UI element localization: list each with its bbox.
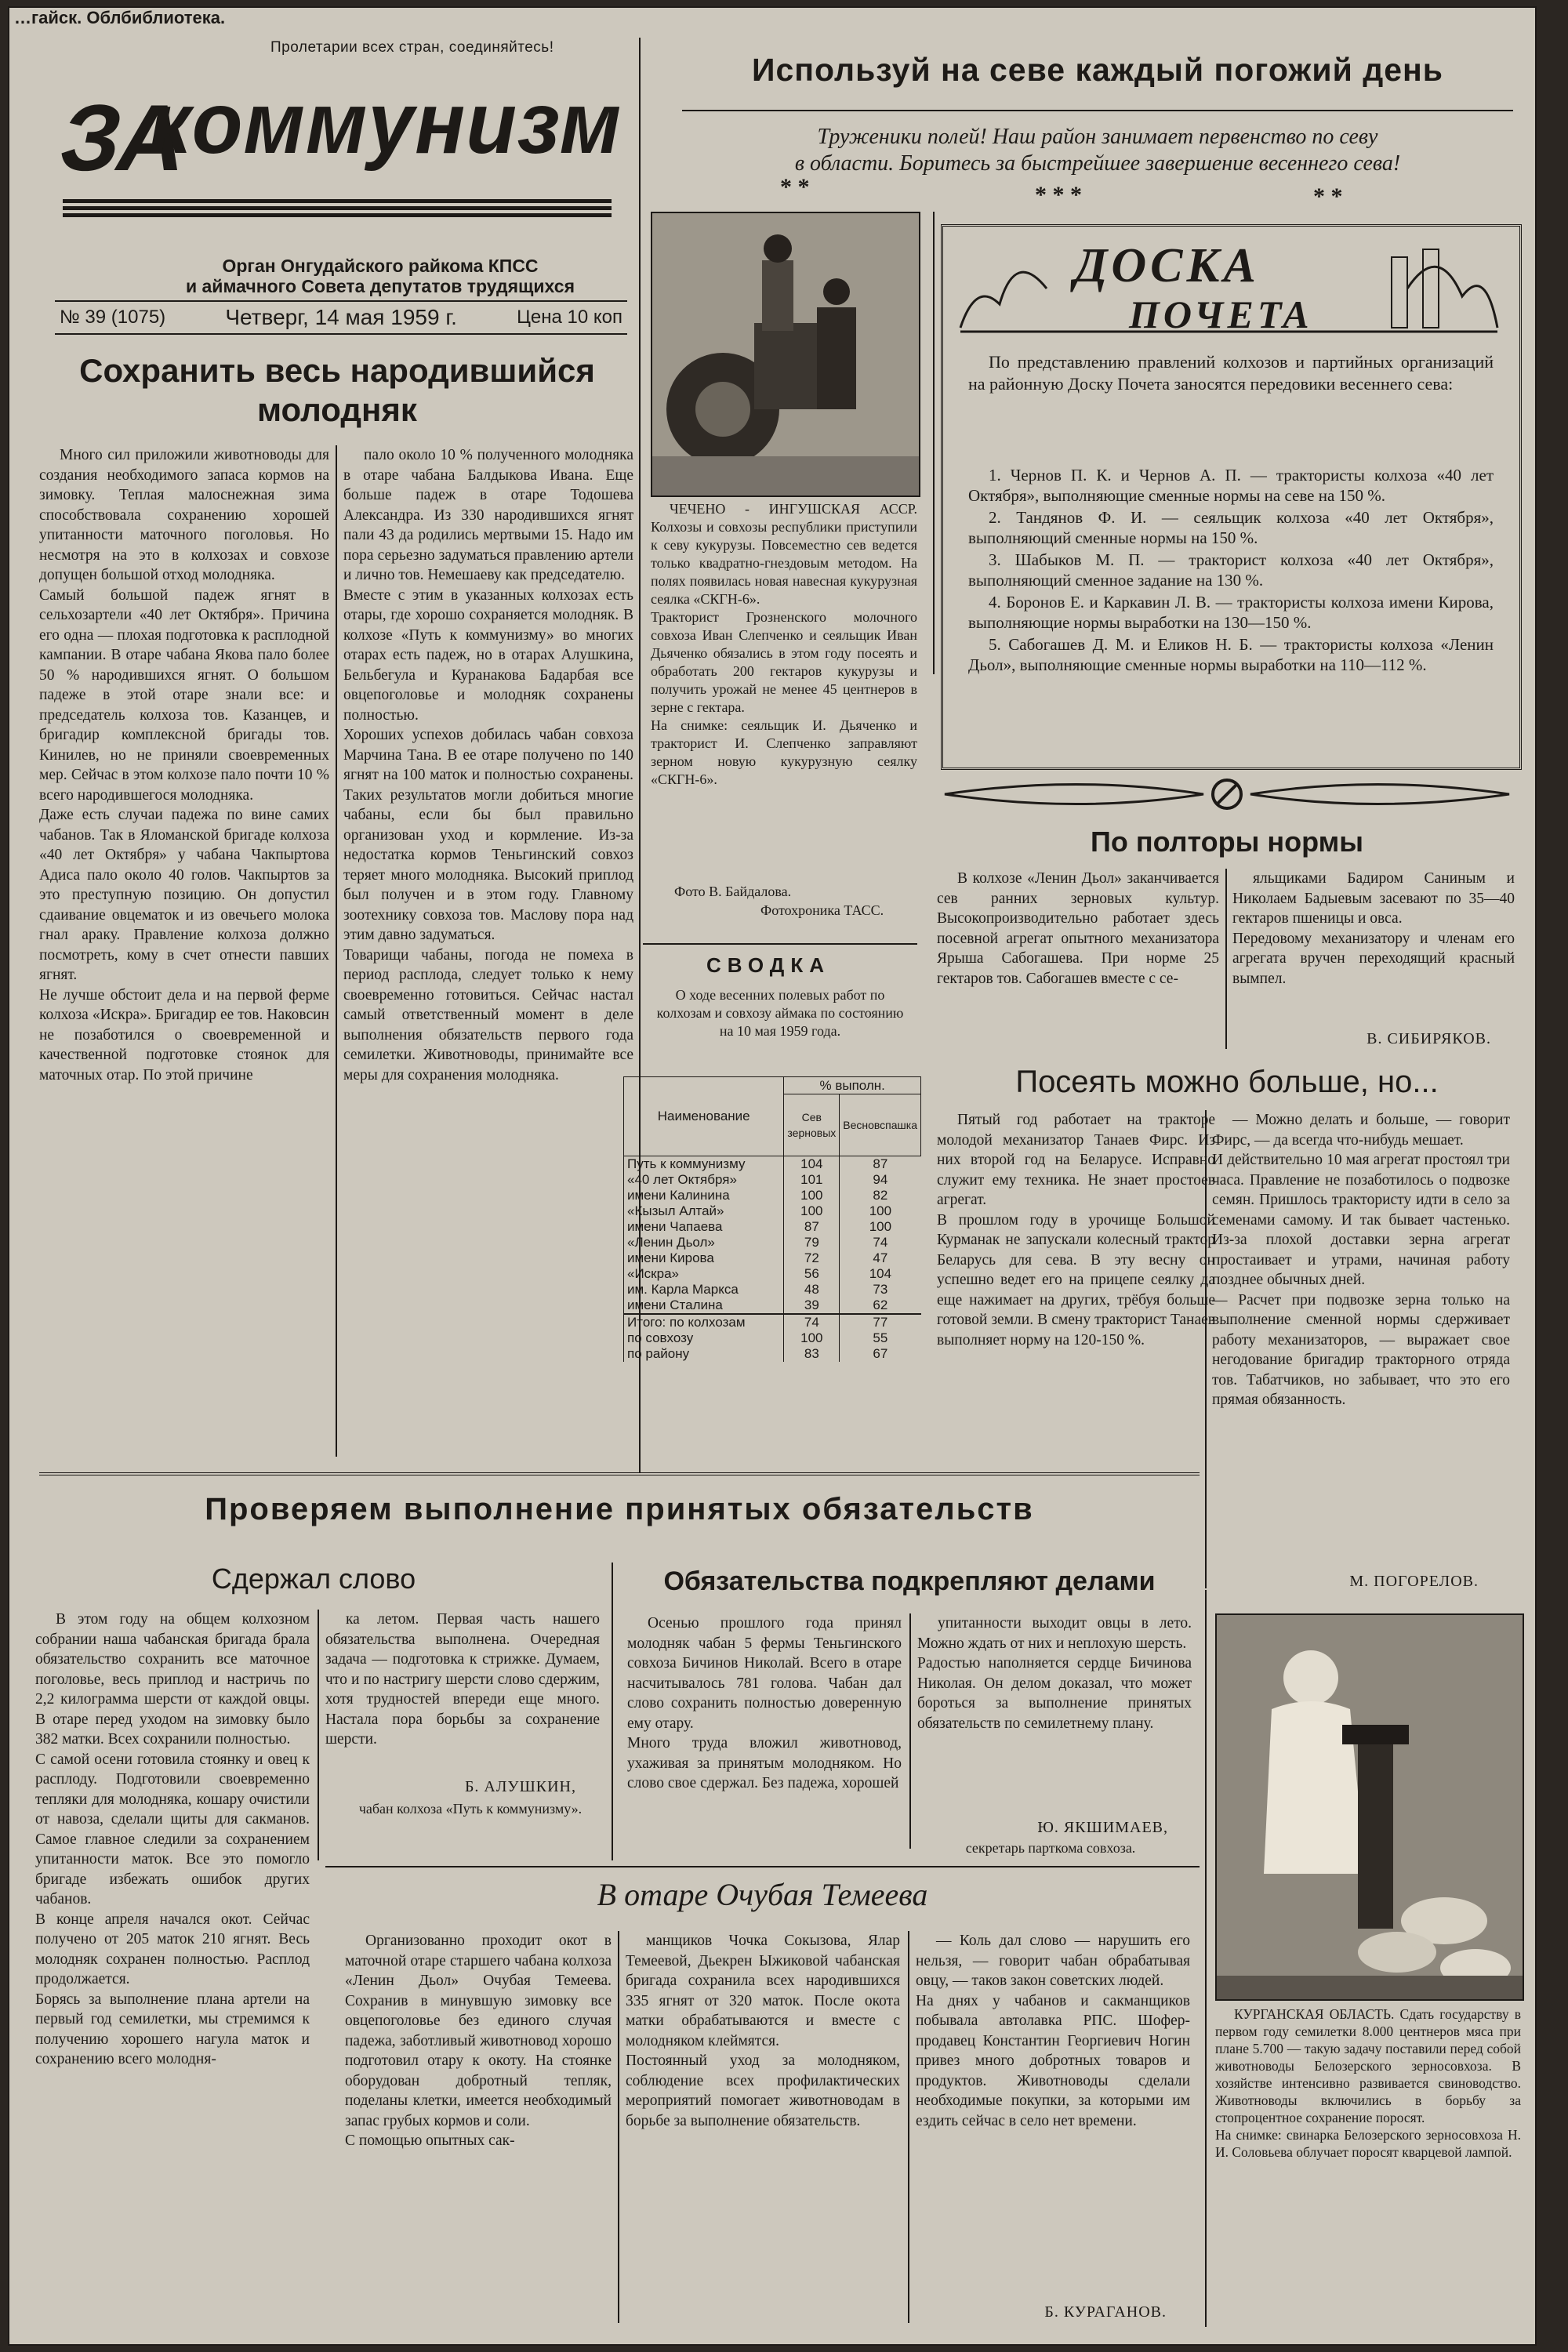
table-row (624, 1172, 921, 1188)
section-rule (39, 1472, 1200, 1475)
signature-role: чабан колхоза «Путь к коммунизму». (358, 1801, 583, 1817)
headline-rule (682, 110, 1513, 111)
article-column: В этом году на общем колхозном собрании наша чабанская бригада брала обязательство сохранить все маточное поголовье, весь приплод и настричь по 2,2 килограмма шерсти от каждой овцы. В отаре перед уходом на зимовку было 382 матки. Всех сохранили полностью. С самой осени готовила стоянку и овец к расплоду. Подготовили своевременно тепляки для молодняка, кошару очистили от навоза, сделали щиты для сакманов. Самое главное следили за сохранением упитанности маток. Все это помогло бригаде избежать ошибок других чабанов. В конце апреля начался окот. Сейчас получено от 205 маток 210 ягнят. Весь молодняк сохранен полностью. Расплод продолжается. Борясь за выполнение плана артели на первый год семилетки, мы стремимся к получению хорошего нагула маток и сохранению всего молодня- (35, 1611, 310, 2067)
article-column: В колхозе «Ленин Дьол» заканчивается сев ранних зерновых культур. Высокопроизводительно работает здесь посевной агрегат опытного механизатора Ярыша Сабогашева. При норме 25 гектаров тов. Сабогашев вместе с се- (937, 870, 1219, 987)
article-column: Много сил приложили животноводы для создания необходимого запаса кормов на зимовку. Теплая малоснежная зима способствовала сохранению хорошей упитанности маточного поголовья. Но несмотря на это в колхозах и совхозе допущен большой отход молодняка. Самый большой падеж ягнят в сельхозартели «40 лет Октября». Причина его одна — плохая подготовка к расплодной кампании. В отаре чабана Якова пало более 50 % народившихся ягнят. О большом падеже в этой отаре знали все: и председатель колхоза тов. Казанцев, и бригадир комплексной бригады тов. Кинилев, но не приняли своевременных мер. Сейчас в этом колхозе пало почти 10 % всего народившегося молодняка. Даже есть случаи падежа по вине самих чабанов. Так в Яломанской бригаде колхоза «40 лет Октября» у чабана Чакпыртова Адиса пало около 40 голов. Чакпыртов за это преступную позицию. Он допустил сдаивание овцематок и из овечьего молока гнал араку. Правление колхоза должно посмотреть, кому в счет отнести павших ягнят. Не лучше обстоит дела и на первой ферме колхоза «Искра». Бригадир ее тов. Наковсин не позаботился о своевременной и качественной подготовке стоянок для маточных отар. По этой причине (39, 447, 329, 1083)
table-row (624, 1298, 921, 1314)
table-row (624, 1156, 921, 1173)
article-column: — Коль дал слово — нарушить его нельзя, — говорит чабан обрабатывая овцу, — таков закон советских людей. На днях у чабанов и сакманщиков побывала автолавка РПС. Шофер-продавец Константин Георгиевич Ногин привез много добротных товаров и продуктов. Животноводы сделали необходимые покупки, за которыми им ездить сейчас в село нет времени. (916, 1933, 1190, 2129)
article-column: пало около 10 % полученного молодняка в отаре чабана Балдыкова Ивана. Еще больше падеж в отаре Тодошева Александра. Из 330 народившихся ягнят пали 43 да родились мертвыми 15. Надо им пора серьезно задуматься правлению артели и лично тов. Немешаеву как председателю. Вместе с этим в указанных колхозах есть отары, где хорошо сохраняется молодняк. В колхозе «Путь к коммунизму» во многих отарах есть падеж, но в отарах Алушкина, Бельбегула и Куранакова Бадарбая все овцепоголовье и молодняк сохранены полностью. Хороших успехов добилась чабан совхоза Марчина Тана. В ее отаре получено по 140 ягнят на 100 маток и полностью сохранены. Таких результатов могли добиться многие чабаны, если бы был правильно организован уход и кормление. Из-за недостатка кормов Теньгинский совхоз теряет много молодняка. Высокий приплод был получен и в этом году. Главному зоотехнику совхоза тов. Маслову пора над этим давно задуматься. Товарищи чабаны, погода не помеха в период расплода, следует только к нему своевременно готовиться. Сейчас настал самый ответственный момент в деле выполнения обязательств первого года семилетки. Животноводы, принимайте все меры для сохранения молодняка. (343, 447, 633, 1083)
tractor-photo-illustration (652, 213, 919, 495)
svodka-cell-name: «Кызыл Алтай» (624, 1203, 784, 1219)
svodka-cell-sev: 83 (784, 1346, 840, 1362)
svodka-cell-vesnovspashka: 100 (840, 1203, 921, 1219)
photo-caption: ЧЕЧЕНО - ИНГУШСКАЯ АССР. Колхозы и совхозы республики приступили к севу кукурузы. Повсеместно сев ведется только квадратно-гнездовым методом. На полях появилась новая навесная кукурузная сеялка «СКГН-6». Тракторист Грозненского молочного совхоза Иван Слепченко и сеяльщик Иван Дьяченко обязались в этом году посеять и обработать 200 гектаров кукурузы и получить урожай не менее 45 центнеров в зерне с гектара. На снимке: сеяльщик И. Дьяченко и тракторист И. Слепченко заправляют зерном новую кукурузную сеялку «СКГН-6». (651, 501, 917, 787)
svodka-cell-name: имени Кирова (624, 1250, 784, 1266)
article-title: Сдержал слово (211, 1563, 416, 1595)
article-column: Организованно проходит окот в маточной отаре старшего чабана колхоза «Ленин Дьол» Очубая Темеева. Сохранив в минувшую зимовку все овцепоголовье без единого случая падежа, заботливый животновод хорошо подготовил отару к окоту. На стоянке оборудован добротный тепляк, поделаны клетки, имеется необходимый запас грубых кормов и соли. С помощью опытных сак- (345, 1933, 612, 2149)
svodka-cell-sev: 104 (784, 1156, 840, 1173)
svodka-cell-name: имени Калинина (624, 1188, 784, 1203)
issue-price: Цена 10 коп (517, 307, 622, 328)
issue-number: № 39 (1075) (60, 307, 166, 328)
svodka-cell-vesnovspashka: 67 (840, 1346, 921, 1362)
column-rule (1205, 1590, 1207, 2327)
table-row (624, 1235, 921, 1250)
column-rule (612, 1563, 613, 1860)
svodka-cell-sev: 48 (784, 1282, 840, 1298)
honor-title: ДОСКА ПОЧЕТА (1074, 239, 1313, 336)
slogan: Пролетарии всех стран, соединяйтесь! (270, 39, 554, 56)
tractor-photo (651, 212, 920, 497)
organ-line: Орган Онгудайского райкома КПСС и аймачного Совета депутатов трудящихся (185, 256, 575, 296)
svodka-cell-vesnovspashka: 100 (840, 1219, 921, 1235)
honor-list-item: 2. Тандянов Ф. И. — сеяльщик колхоза «40 лет Октября», выполняющий сменные нормы на 150 %. (968, 508, 1494, 547)
table-row (624, 1266, 921, 1282)
svodka-cell-name: Путь к коммунизму (624, 1156, 784, 1173)
article-title: Обязательства подкрепляют делами (663, 1566, 1156, 1596)
svodka-cell-name: «Ленин Дьол» (624, 1235, 784, 1250)
signature: Б. АЛУШКИН, (464, 1778, 576, 1795)
table-row (624, 1282, 921, 1298)
column-rule (618, 1931, 619, 2323)
svodka-header-pct: % выполн. (784, 1077, 921, 1094)
svodka-cell-name: по совхозу (624, 1330, 784, 1346)
section-title: Проверяем выполнение принятых обязательств (205, 1492, 1034, 1526)
article-title: По полторы нормы (1090, 826, 1364, 858)
column-rule (318, 1610, 319, 1860)
svodka-body (624, 1156, 921, 1315)
library-stamp: …гайск. Облбиблиотека. (14, 8, 226, 27)
svodka-header-name: Наименование (624, 1077, 784, 1156)
masthead-prefix: ЗА (51, 85, 195, 191)
honor-list-item: 4. Боронов Е. и Каркавин Л. В. — трактористы колхоза имени Кирова, выполняющие нормы выработки на 130—150 %. (968, 593, 1494, 632)
svodka-cell-name: «40 лет Октября» (624, 1172, 784, 1188)
photo-credit-agency: Фотохроника ТАСС. (760, 902, 884, 918)
signature: М. ПОГОРЕЛОВ. (1349, 1573, 1479, 1590)
table-row-total (624, 1314, 921, 1330)
column-rule (909, 1613, 911, 1849)
article-column: ка летом. Первая часть нашего обязательства выполнена. Очередная задача — подготовка к стрижке. Думаем, что и по настригу шерсти слово сдержим, хотя трудностей впереди еще много. Настала пора борьбы за сохранение шерсти. (325, 1611, 600, 1748)
svodka-cell-vesnovspashka: 47 (840, 1250, 921, 1266)
svodka-cell-vesnovspashka: 104 (840, 1266, 921, 1282)
svodka-cell-vesnovspashka: 87 (840, 1156, 921, 1173)
column-rule (1225, 869, 1227, 1049)
svodka-cell-sev: 72 (784, 1250, 840, 1266)
svodka-title: СВОДКА (706, 953, 830, 977)
article-column: упитанности выходит овцы в лето. Можно ждать от них и неплохую шерсть. Радостью наполняется сердце Бичинова Николая. Он делом доказал, что может бороться за выполнение принятых обязательств по семилетнему плану. (917, 1615, 1192, 1732)
svodka-cell-name: «Искра» (624, 1266, 784, 1282)
honor-list-item: 3. Шабыков М. П. — тракторист колхоза «40 лет Октября», выполняющий сменное задание на 130 %. (968, 550, 1494, 590)
column-rule (1205, 1110, 1207, 1588)
svodka-table-wrap (623, 1076, 921, 1362)
svodka-cell-name: имени Чапаева (624, 1219, 784, 1235)
issue-line (55, 300, 627, 335)
article-column: — Можно делать и больше, — говорит Фирс, — да всегда что-нибудь мешает. И действительно 10 мая агрегат простоял три часа. Правление не позаботилось о подвозке семян. Пришлось трактористу идти в село за семенами самому. И так бывает частенько. Из-за плохой доставки зерна агрегат простаивает и утрами, начиная работу позднее обычных дней. — Расчет при подвозке зерна только на выполнение сменной нормы сдерживает работу механизаторов, — выражает свое негодование бригадир тракторного отряда тов. Табатчиков, но забывает, что это его прямая обязанность. (1212, 1112, 1510, 1408)
honor-list-item: 5. Сабогашев Д. М. и Еликов Н. Б. — трактористы колхоза «Ленин Дьол», выполняющие сменные нормы выработки на 110—112 %. (968, 635, 1494, 674)
signature: В. СИБИРЯКОВ. (1367, 1030, 1491, 1047)
article-column: яльщиками Бадиром Саниным и Николаем Бадыевым засевают по 35—40 гектаров пшеницы и овса. Передовому механизатору и членам его агрегата вручен переходящий красный вымпел. (1232, 870, 1515, 987)
masthead-bars (63, 199, 612, 218)
svodka-cell-sev: 56 (784, 1266, 840, 1282)
stars-right: * * (1313, 183, 1343, 209)
pig-farm-photo (1215, 1613, 1524, 2001)
stars-left: * * (780, 174, 810, 200)
article-column: Пятый год работает на тракторе молодой механизатор Танаев Фирс. Из них второй год на Беларусе. Исправно служит ему техника. Не знает простоев агрегат. В прошлом году в урочище Большой Курманак не запускали колесный трактор Беларусь для сева. В эту весну он успешно ведет его на прицепе сеялку да еще нажимает на других, трёбуя больше готовой земли. В смену тракторист Танаев выполняет норму на 120-150 %. (937, 1112, 1215, 1348)
signature: Б. КУРАГАНОВ. (1044, 2303, 1167, 2321)
svodka-cell-vesnovspashka: 74 (840, 1235, 921, 1250)
article-column: Осенью прошлого года принял молодняк чабан 5 фермы Теньгинского совхоза Бичинов Николай. Всего в отаре насчитывалось 781 голова. Чабан дал слово сохранить полностью доверенную ему отару. Много труда вложил животновод, ухаживая за принятым молодняком. Но слово свое сдержал. Без падежа, хорошей (627, 1615, 902, 1791)
svodka-rule (643, 943, 917, 945)
svodka-header-col1: Сев зерновых (784, 1094, 840, 1156)
photo-caption: КУРГАНСКАЯ ОБЛАСТЬ. Сдать государству в первом году семилетки 8.000 центнеров мяса при плане 5.700 — такую задачу поставили перед собой животноводы Белозерского зерносовхоза. В хозяйстве интенсивно развивается свиноводство. Животноводы включились в борьбу за стопроцентное сохранение поросят. На снимке: свинарка Белозерского зерносовхоза Н. И. Соловьева облучает поросят кварцевой лампой. (1215, 2006, 1521, 2160)
svodka-cell-sev: 79 (784, 1235, 840, 1250)
article-title: Посеять можно больше, но... (1015, 1065, 1439, 1099)
signature-role: секретарь парткома совхоза. (965, 1840, 1136, 1856)
svodka-cell-name: по району (624, 1346, 784, 1362)
table-row-total (624, 1330, 921, 1346)
column-rule (336, 445, 337, 1457)
call-to-action: Труженики полей! Наш район занимает первенство по севу в области. Боритесь за быстрейшее завершение весеннего сева! (794, 125, 1401, 176)
svodka-cell-vesnovspashka: 82 (840, 1188, 921, 1203)
article-title: Сохранить весь народившийся молодняк (79, 352, 595, 428)
svodka-cell-sev: 101 (784, 1172, 840, 1188)
honor-list-item: 1. Чернов П. К. и Чернов А. П. — трактористы колхоза «40 лет Октября», выполняющие сменные нормы на севе на 150 %. (968, 466, 1494, 505)
top-headline: Используй на севе каждый погожий день (751, 52, 1444, 88)
svodka-cell-name: Итого: по колхозам (624, 1314, 784, 1330)
table-row-total (624, 1346, 921, 1362)
svodka-cell-name: имени Сталина (624, 1298, 784, 1314)
svodka-table (623, 1076, 921, 1362)
svodka-cell-sev: 100 (784, 1188, 840, 1203)
svodka-cell-sev: 74 (784, 1314, 840, 1330)
photo-credit: Фото В. Байдалова. (674, 884, 792, 899)
svodka-cell-sev: 39 (784, 1298, 840, 1314)
svodka-subtitle: О ходе весенних полевых работ по колхозам и совхозу аймака по состоянию на 10 мая 1959 года. (656, 987, 904, 1039)
honor-intro: По представлению правлений колхозов и партийных организаций на районную Доску Почета заносятся передовики весеннего сева: (968, 352, 1494, 394)
stars-middle: * * * (1035, 182, 1082, 208)
honor-list (968, 465, 1494, 677)
article-column: манщиков Чочка Сокызова, Ялар Темеевой, Дьекрен Ыжиковой чабанская бригада сохранила всех народившихся 335 ягнят от 320 маток. После окота матки обрабатываются и вместе с молодняком клеймятся. Постоянный уход за молодняком, соблюдение всех профилактических мероприятий помогает животноводам в борьбе за выполнение обязательств. (626, 1933, 900, 2129)
signature: Ю. ЯКШИМАЕВ, (1037, 1819, 1168, 1836)
wheat-hammer-sickle-banner (937, 771, 1517, 818)
svodka-cell-sev: 87 (784, 1219, 840, 1235)
issue-date: Четверг, 14 мая 1959 г. (225, 305, 457, 329)
svodka-cell-vesnovspashka: 94 (840, 1172, 921, 1188)
svodka-cell-sev: 100 (784, 1330, 840, 1346)
column-rule (933, 212, 935, 674)
article-title: В отаре Очубая Темеева (597, 1877, 928, 1912)
column-rule (908, 1931, 909, 2323)
svodka-totals (624, 1314, 921, 1362)
table-row (624, 1219, 921, 1235)
table-row (624, 1188, 921, 1203)
article-rule (325, 1866, 1200, 1867)
svodka-header-col2: Весновспашка (840, 1094, 921, 1156)
svodka-cell-vesnovspashka: 77 (840, 1314, 921, 1330)
svodka-cell-sev: 100 (784, 1203, 840, 1219)
table-row (624, 1203, 921, 1219)
svodka-cell-name: им. Карла Маркса (624, 1282, 784, 1298)
svodka-cell-vesnovspashka: 62 (840, 1298, 921, 1314)
svodka-cell-vesnovspashka: 73 (840, 1282, 921, 1298)
table-row (624, 1250, 921, 1266)
pig-farm-photo-illustration (1217, 1615, 1523, 1999)
newspaper-page (8, 6, 1537, 2346)
svodka-cell-vesnovspashka: 55 (840, 1330, 921, 1346)
masthead-title: коммунизм (149, 74, 622, 172)
